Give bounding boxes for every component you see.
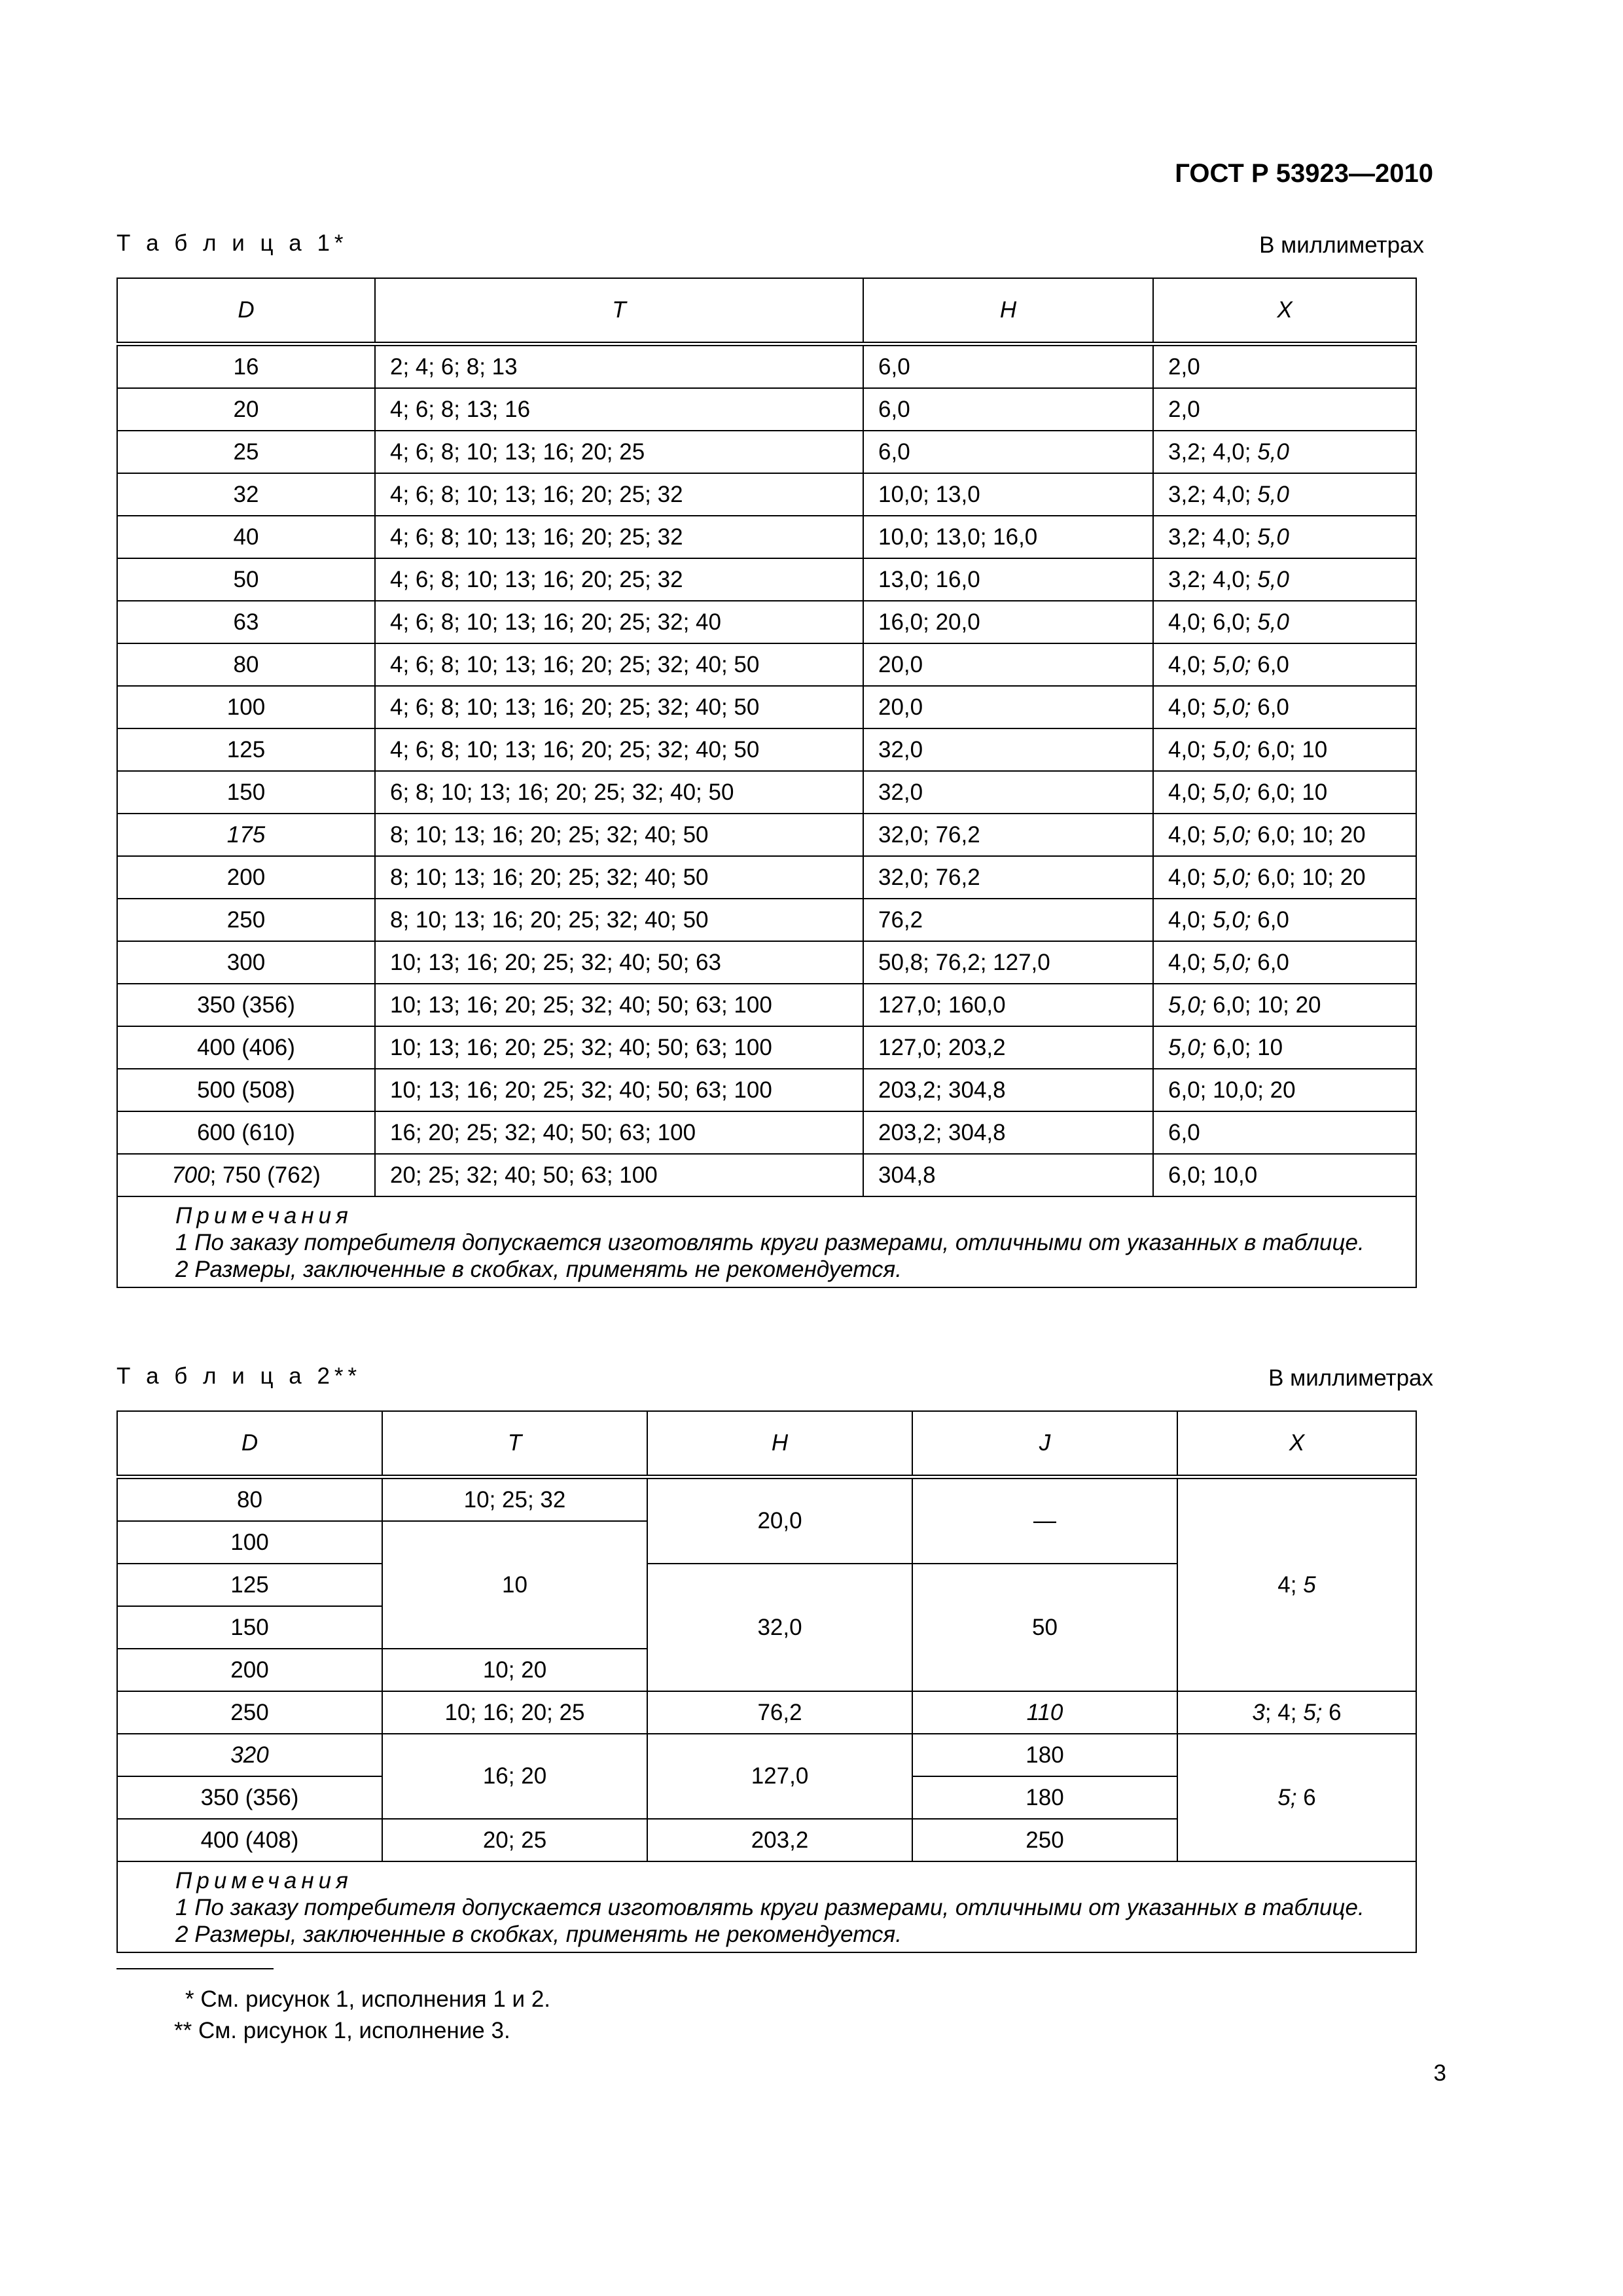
table1-header-d: D [117,278,375,344]
table2-cell-x [1177,1691,1416,1734]
table1-cell-x: 2,0 [1153,388,1416,431]
table2-caption: Т а б л и ц а 2** [116,1363,362,1389]
table2-cell-h: 76,2 [647,1691,912,1734]
table1-cell-h: 203,2; 304,8 [863,1069,1153,1111]
table2-cell-t: 10; 25; 32 [382,1477,647,1522]
table1-row [117,856,1416,899]
table2-notes-row [117,1861,1416,1952]
table1-row [117,473,1416,516]
table2-cell-d: 80 [117,1477,382,1522]
table2-cell-d: 350 (356) [117,1776,382,1819]
table1-header-row [117,278,1416,344]
table2-cell-j: — [912,1477,1177,1564]
table2-cell-j: 250 [912,1819,1177,1861]
table2-cell-t: 10; 20 [382,1649,647,1691]
table1-cell-x: 4,0; 5,0; 6,0 [1153,643,1416,686]
table1-cell-h: 304,8 [863,1154,1153,1196]
table1-cell-t: 8; 10; 13; 16; 20; 25; 32; 40; 50 [375,814,863,856]
table2-cell-t: 20; 25 [382,1819,647,1861]
table1-row [117,388,1416,431]
table1-cell-h: 32,0; 76,2 [863,814,1153,856]
table2-cell-d: 400 (408) [117,1819,382,1861]
table1-cell-t: 4; 6; 8; 10; 13; 16; 20; 25 [375,431,863,473]
footnote-2: ** См. рисунок 1, исполнение 3. [174,2018,510,2043]
table1-cell-h: 203,2; 304,8 [863,1111,1153,1154]
document-code: ГОСТ Р 53923—2010 [1175,159,1433,188]
table2-cell-d: 200 [117,1649,382,1691]
table2-cell-t: 16; 20 [382,1734,647,1819]
table2-x-value: 5; 6 [1277,1784,1316,1810]
table1-header-x: X [1153,278,1416,344]
table1-cell-h: 6,0 [863,388,1153,431]
table1-cell-x: 4,0; 5,0; 6,0; 10; 20 [1153,814,1416,856]
table2-row [117,1477,1416,1522]
table1-cell-t: 6; 8; 10; 13; 16; 20; 25; 32; 40; 50 [375,771,863,814]
table1-row [117,601,1416,643]
table1-cell-d: 125 [117,728,375,771]
table1-cell-d: 700; 750 (762) [117,1154,375,1196]
table1-cell-t: 4; 6; 8; 10; 13; 16; 20; 25; 32 [375,516,863,558]
table1-cell-h: 6,0 [863,431,1153,473]
table2-cell-h: 203,2 [647,1819,912,1861]
table1-cell-x: 5,0; 6,0; 10 [1153,1026,1416,1069]
footnote-1: * См. рисунок 1, исполнения 1 и 2. [185,1986,551,2012]
table1-cell-t: 4; 6; 8; 10; 13; 16; 20; 25; 32 [375,558,863,601]
table2-cell-j: 110 [912,1691,1177,1734]
table1-cell-t: 4; 6; 8; 10; 13; 16; 20; 25; 32; 40; 50 [375,728,863,771]
table1-cell-t: 2; 4; 6; 8; 13 [375,344,863,389]
table1-cell-x: 4,0; 5,0; 6,0 [1153,941,1416,984]
table1-header-t: T [375,278,863,344]
table1-cell-x: 3,2; 4,0; 5,0 [1153,473,1416,516]
table1-cell-t: 10; 13; 16; 20; 25; 32; 40; 50; 63; 100 [375,1026,863,1069]
table1-cell-d: 175 [117,814,375,856]
table1-cell-t: 4; 6; 8; 10; 13; 16; 20; 25; 32; 40 [375,601,863,643]
table1-cell-t: 8; 10; 13; 16; 20; 25; 32; 40; 50 [375,899,863,941]
table1-cell-d: 25 [117,431,375,473]
table1-cell-x: 4,0; 6,0; 5,0 [1153,601,1416,643]
table1-header-h: H [863,278,1153,344]
table1-cell-x: 4,0; 5,0; 6,0 [1153,686,1416,728]
table1-cell-d: 20 [117,388,375,431]
table1-cell-d: 80 [117,643,375,686]
table1-row [117,984,1416,1026]
table1-row [117,558,1416,601]
table1-cell-t: 16; 20; 25; 32; 40; 50; 63; 100 [375,1111,863,1154]
table1-row [117,1069,1416,1111]
table2-header-j: J [912,1411,1177,1477]
table1-caption: Т а б л и ц а 1* [116,230,348,256]
table1-cell-d: 400 (406) [117,1026,375,1069]
table2-cell-j: 180 [912,1734,1177,1776]
table1-cell-h: 76,2 [863,899,1153,941]
table1-cell-t: 4; 6; 8; 10; 13; 16; 20; 25; 32; 40; 50 [375,643,863,686]
table1-row [117,771,1416,814]
table2-notes-title: Примечания [175,1868,353,1893]
table2-cell-d: 150 [117,1606,382,1649]
table1-cell-x: 6,0; 10,0; 20 [1153,1069,1416,1111]
table2-note-2: 2 Размеры, заключенные в скобках, применять не рекомендуется. [175,1922,902,1947]
table2-header-t: T [382,1411,647,1477]
table1-row [117,431,1416,473]
table1-cell-t: 10; 13; 16; 20; 25; 32; 40; 50; 63; 100 [375,984,863,1026]
table1-cell-h: 20,0 [863,643,1153,686]
table1-cell-d: 32 [117,473,375,516]
table1-cell-d: 150 [117,771,375,814]
table1-row [117,728,1416,771]
table1-cell-d: 200 [117,856,375,899]
table1-notes-row [117,1196,1416,1287]
table1-cell-h: 6,0 [863,344,1153,389]
table1-row [117,643,1416,686]
table1-cell-d: 500 (508) [117,1069,375,1111]
table2-units: В миллиметрах [1268,1365,1433,1391]
table1-cell-t: 20; 25; 32; 40; 50; 63; 100 [375,1154,863,1196]
table2-note-1: 1 По заказу потребителя допускается изготовлять круги размерами, отличными от указанных в таблице. [175,1895,1364,1920]
table1-row [117,941,1416,984]
table2-cell-j: 50 [912,1564,1177,1691]
table1-note-2: 2 Размеры, заключенные в скобках, применять не рекомендуется. [175,1257,902,1282]
table1-row [117,516,1416,558]
table1-cell-d: 250 [117,899,375,941]
table1-cell-t: 4; 6; 8; 10; 13; 16; 20; 25; 32 [375,473,863,516]
table2-cell-x [1177,1734,1416,1861]
table1-cell-h: 10,0; 13,0 [863,473,1153,516]
table1-cell-x: 4,0; 5,0; 6,0; 10; 20 [1153,856,1416,899]
table1-row [117,1154,1416,1196]
table1-cell-d: 16 [117,344,375,389]
table1-cell-t: 4; 6; 8; 13; 16 [375,388,863,431]
table1-cell-h: 32,0; 76,2 [863,856,1153,899]
table1-row [117,814,1416,856]
table2-header-d: D [117,1411,382,1477]
table2-header-x: X [1177,1411,1416,1477]
table1-cell-x: 2,0 [1153,344,1416,389]
table1-notes [117,1196,1416,1287]
table1-cell-t: 8; 10; 13; 16; 20; 25; 32; 40; 50 [375,856,863,899]
table1-notes-title: Примечания [175,1203,353,1229]
table2-cell-d: 125 [117,1564,382,1606]
table2-x-value: 3; 4; 5; 6 [1252,1699,1342,1725]
table2-notes [117,1861,1416,1952]
table1-cell-x: 4,0; 5,0; 6,0; 10 [1153,771,1416,814]
table2-cell-t: 10 [382,1521,647,1649]
table1-cell-x: 5,0; 6,0; 10; 20 [1153,984,1416,1026]
table1-row [117,1026,1416,1069]
table1-units: В миллиметрах [1259,232,1424,258]
table1-row [117,1111,1416,1154]
table1-cell-x: 3,2; 4,0; 5,0 [1153,431,1416,473]
table1-cell-t: 10; 13; 16; 20; 25; 32; 40; 50; 63; 100 [375,1069,863,1111]
table2-cell-d: 250 [117,1691,382,1734]
table1-cell-d: 63 [117,601,375,643]
table1-row [117,899,1416,941]
table2-cell-d: 100 [117,1521,382,1564]
table1-cell-h: 127,0; 203,2 [863,1026,1153,1069]
table2-cell-h: 20,0 [647,1477,912,1564]
table1-cell-x: 4,0; 5,0; 6,0; 10 [1153,728,1416,771]
table1-cell-h: 10,0; 13,0; 16,0 [863,516,1153,558]
table2-cell-j: 180 [912,1776,1177,1819]
table1-cell-x: 3,2; 4,0; 5,0 [1153,516,1416,558]
table1-cell-x: 4,0; 5,0; 6,0 [1153,899,1416,941]
table2-row [117,1734,1416,1776]
table1-cell-d: 50 [117,558,375,601]
table1-cell-h: 13,0; 16,0 [863,558,1153,601]
table1-cell-x: 3,2; 4,0; 5,0 [1153,558,1416,601]
table2-cell-x [1177,1477,1416,1692]
table2-header-row [117,1411,1416,1477]
table1-cell-d: 40 [117,516,375,558]
table1-cell-h: 50,8; 76,2; 127,0 [863,941,1153,984]
table1-cell-h: 32,0 [863,728,1153,771]
table1-cell-d: 350 (356) [117,984,375,1026]
table2-cell-t: 10; 16; 20; 25 [382,1691,647,1734]
table2-x-value: 4; 5 [1277,1571,1316,1598]
table1-cell-x: 6,0; 10,0 [1153,1154,1416,1196]
table1-cell-h: 32,0 [863,771,1153,814]
table2-header-h: H [647,1411,912,1477]
footnote-separator [116,1968,274,1969]
table1-cell-t: 4; 6; 8; 10; 13; 16; 20; 25; 32; 40; 50 [375,686,863,728]
table2-cell-h: 32,0 [647,1564,912,1691]
table1-cell-d: 300 [117,941,375,984]
table1-row [117,686,1416,728]
table1-cell-d: 100 [117,686,375,728]
page-number: 3 [1433,2060,1446,2086]
table2 [116,1410,1417,1953]
table1-row [117,344,1416,389]
table1-cell-h: 127,0; 160,0 [863,984,1153,1026]
table2-cell-d: 320 [117,1734,382,1776]
table1-cell-d: 600 (610) [117,1111,375,1154]
table1-cell-h: 20,0 [863,686,1153,728]
table1-cell-h: 16,0; 20,0 [863,601,1153,643]
table1-cell-t: 10; 13; 16; 20; 25; 32; 40; 50; 63 [375,941,863,984]
table1 [116,278,1417,1288]
table2-row [117,1691,1416,1734]
table2-cell-h: 127,0 [647,1734,912,1819]
table1-cell-x: 6,0 [1153,1111,1416,1154]
table1-note-1: 1 По заказу потребителя допускается изготовлять круги размерами, отличными от указанных в таблице. [175,1230,1364,1255]
